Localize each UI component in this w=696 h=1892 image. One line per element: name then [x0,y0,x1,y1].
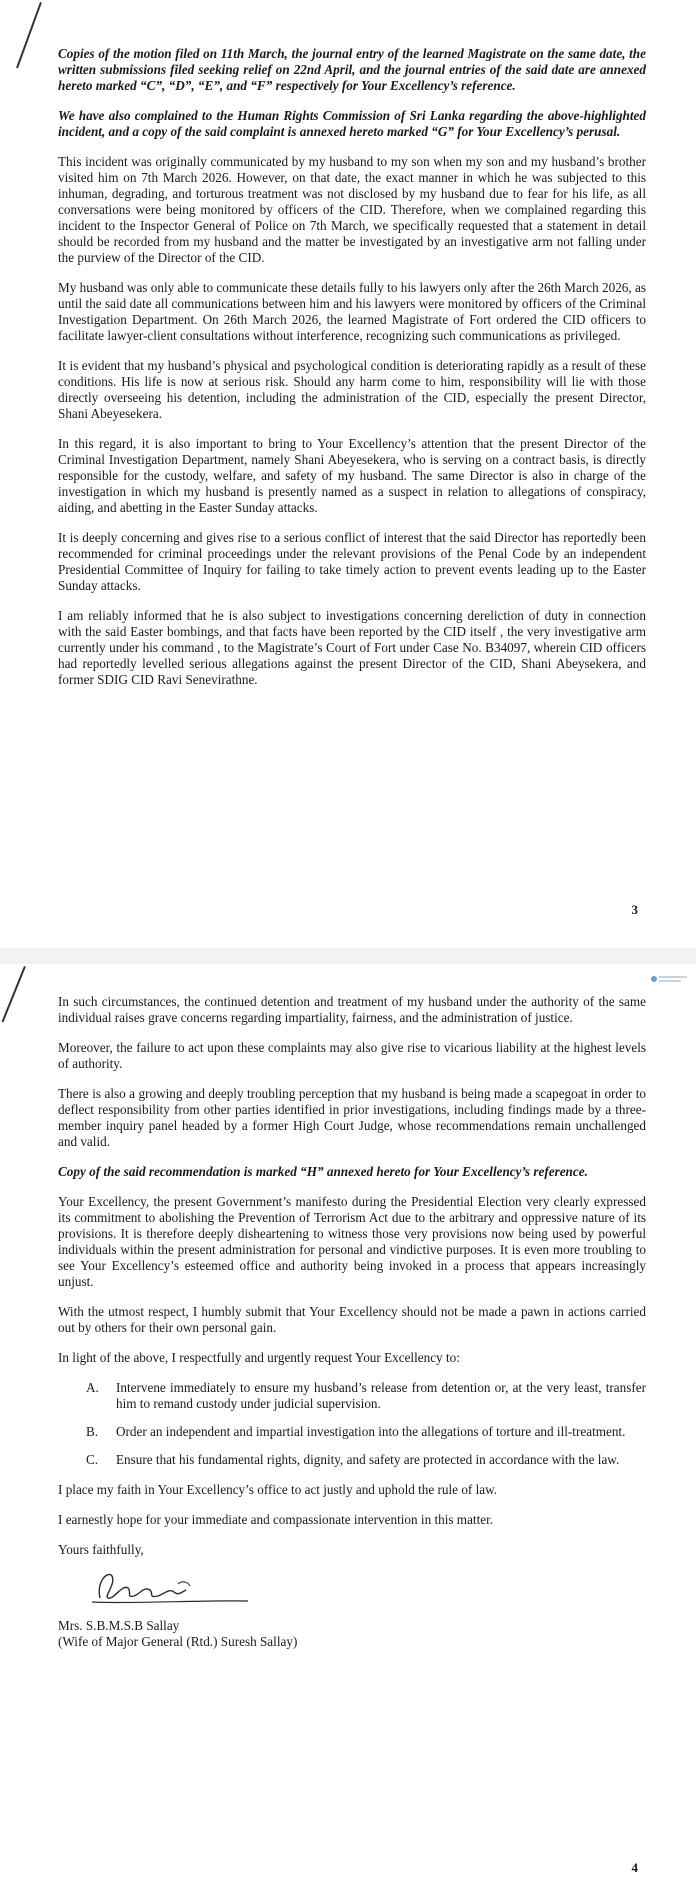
page-separator [0,948,696,964]
paragraph: In such circumstances, the continued detention and treatment of my husband under the authority of the same individual raises grave concerns regarding impartiality, fairness, and the administration of justice. [58,994,646,1025]
page-4-body [58,994,646,1650]
signatory-title: (Wife of Major General (Rtd.) Suresh Sallay) [58,1634,298,1649]
document-page-4 [0,964,696,1892]
page-number: 4 [631,1860,638,1875]
signature-block [58,1618,646,1650]
paragraph: This incident was originally communicated by my husband to my son when my son and my husband’s brother visited him on 7th March 2026. However, on that date, the exact manner in which he was subjected to this inhuman, degrading, and torturous treatment was not disclosed by my husband due to fear for his life, as all conversations were being monitored by officers of the CID. Therefore, when we complained regarding this incident to the Inspector General of Police on 7th March, we specifically requested that a statement in detail should be recorded from my husband and the matter be investigated by an investigative arm not falling under the purview of the Director of the CID. [58,154,646,265]
list-item-text: Ensure that his fundamental rights, dignity, and safety are protected in accordance with the law. [116,1452,620,1467]
list-marker: B. [86,1424,99,1439]
paragraph: I am reliably informed that he is also subject to investigations concerning dereliction of duty in connection with the said Easter bombings, and that facts have been reported by the CID itself , the very investigative arm currently under his command , to the Magistrate’s Court of Fort under Case No. B34097, wherein CID officers had reportedly levelled serious allegations against the present Director of the CID, Shani Abeysekera, and former SDIG CID Ravi Senevirathne. [58,608,646,687]
paragraph: We have also complained to the Human Rights Commission of Sri Lanka regarding the above-highlighted incident, and a copy of the said complaint is annexed hereto marked “G” for Your Excellency’s perusal. [58,108,646,139]
handwritten-signature [78,1562,646,1610]
list-item [86,1380,646,1412]
paragraph: With the utmost respect, I humbly submit that Your Excellency should not be made a pawn in actions carried out by others for their own personal gain. [58,1304,646,1335]
paragraph: There is also a growing and deeply troubling perception that my husband is being made a scapegoat in order to deflect responsibility from other parties identified in prior investigations, including findings made by a three-member inquiry panel headed by a former High Court Judge, whose recommendations remain unchallenged and valid. [58,1086,646,1149]
paragraph: It is deeply concerning and gives rise to a serious conflict of interest that the said Director has reportedly been recommended for criminal proceedings under the relevant provisions of the Penal Code by an independent Presidential Committee of Inquiry for failing to take timely action to prevent events leading up to the Easter Sunday attacks. [58,530,646,593]
paragraph: Copy of the said recommendation is marked “H” annexed hereto for Your Excellency’s reference. [58,1164,588,1179]
list-item [86,1452,646,1468]
paragraph: In light of the above, I respectfully and urgently request Your Excellency to: [58,1350,460,1365]
valediction: Yours faithfully, [58,1542,144,1557]
request-list [58,1380,646,1468]
page-number: 3 [631,902,638,917]
paragraph: Moreover, the failure to act upon these complaints may also give rise to vicarious liability at the highest levels of authority. [58,1040,646,1071]
list-marker: C. [86,1452,99,1467]
closing-line: I place my faith in Your Excellency’s office to act justly and uphold the rule of law. [58,1482,498,1497]
list-item-text: Order an independent and impartial investigation into the allegations of torture and ill-treatment. [116,1424,626,1439]
scanner-watermark [650,974,690,984]
paragraph: Copies of the motion filed on 11th March, the journal entry of the learned Magistrate on the same date, the written submissions filed seeking relief on 22nd April, and the journal entries of the said date are annexed hereto marked “C”, “D”, “E”, and “F” respectively for Your Excellency’s reference. [58,46,646,93]
pen-mark [16,2,42,68]
paragraph: In this regard, it is also important to bring to Your Excellency’s attention that the present Director of the Criminal Investigation Department, namely Shani Abeyesekera, who is serving on a contract basis, is directly responsible for the custody, welfare, and safety of my husband. The same Director is also in charge of the investigation in which my husband is presently named as a suspect in relation to allegations of conspiracy, aiding, and abetting in the Easter Sunday attacks. [58,436,646,515]
pen-mark [2,966,26,1022]
list-item [86,1424,646,1440]
paragraph: My husband was only able to communicate these details fully to his lawyers only after the 26th March 2026, as until the said date all communications between him and his lawyers were monitored by officers of the Criminal Investigation Department. On 26th March 2026, the learned Magistrate of Fort ordered the CID officers to facilitate lawyer-client consultations without interference, recognizing such communications as privileged. [58,280,646,343]
paragraph: It is evident that my husband’s physical and psychological condition is deteriorating rapidly as a result of these conditions. His life is now at serious risk. Should any harm come to him, responsibility will lie with those directly overseeing his detention, including the administration of the CID, especially the present Director, Shani Abeyesekera. [58,358,646,421]
closing-line: I earnestly hope for your immediate and compassionate intervention in this matter. [58,1512,494,1527]
list-item-text: Intervene immediately to ensure my husband’s release from detention or, at the very least, transfer him to remand custody under judicial supervision. [116,1380,646,1411]
list-marker: A. [86,1380,99,1395]
page-3-body [58,46,646,702]
paragraph: Your Excellency, the present Government’s manifesto during the Presidential Election very clearly expressed its commitment to abolishing the Prevention of Terrorism Act due to the arbitrary and oppressive nature of its provisions. It is therefore deeply disheartening to witness those very provisions now being used by powerful individuals within the present administration for personal and vindictive purposes. It is even more troubling to see Your Excellency’s esteemed office and authority being invoked in a process that appears increasingly unjust. [58,1194,646,1289]
signatory-name: Mrs. S.B.M.S.B Sallay [58,1618,180,1633]
